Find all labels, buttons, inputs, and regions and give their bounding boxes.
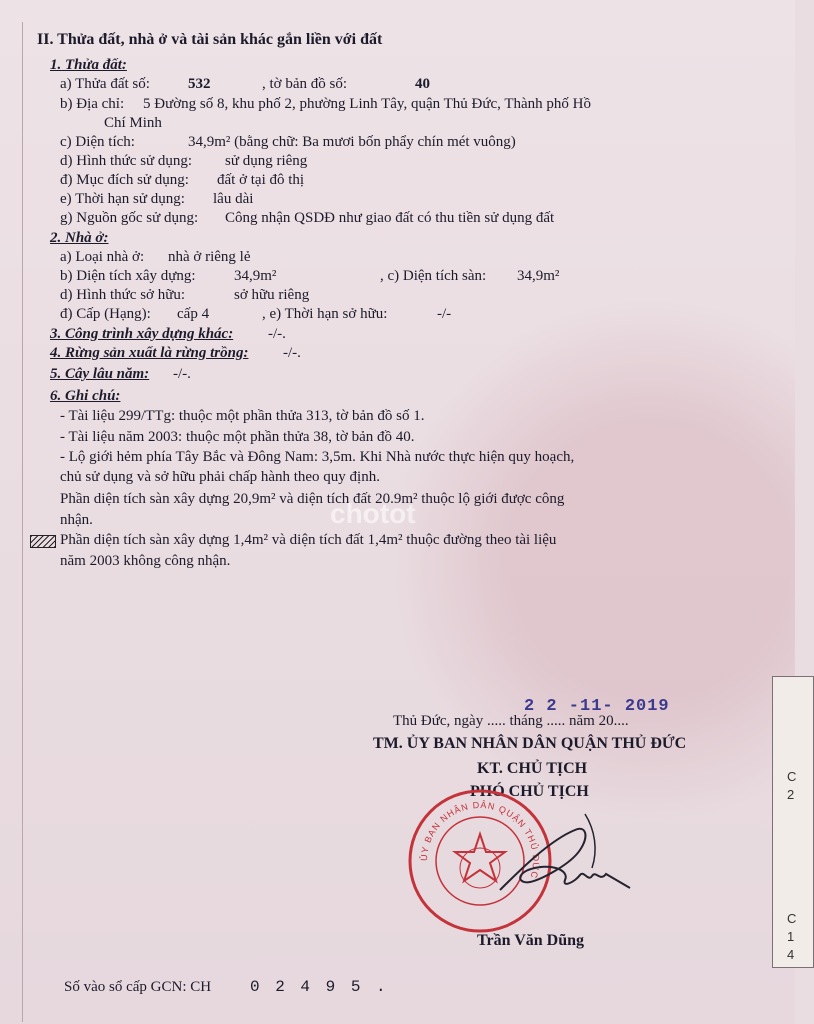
house-type-value: nhà ở riêng lẻ — [168, 249, 251, 265]
purpose-label: đ) Mục đích sử dụng: — [60, 172, 189, 188]
note-line-8: năm 2003 không công nhận. — [60, 553, 231, 569]
map-number: 40 — [415, 76, 430, 92]
signer-name: Trần Văn Dũng — [477, 932, 584, 949]
use-form-label: d) Hình thức sử dụng: — [60, 153, 193, 169]
note-line-1: - Tài liệu 299/TTg: thuộc một phần thửa 313, tờ bản đồ số 1. — [60, 408, 425, 424]
certificate-label: Số vào sổ cấp GCN: CH — [64, 979, 212, 995]
note-line-3: - Lộ giới hẻm phía Tây Bắc và Đông Nam: 3,5m. Khi Nhà nước thực hiện quy hoạch, — [60, 449, 575, 465]
parcel-number: 532 — [188, 76, 211, 92]
role-chairman: KT. CHỦ TỊCH — [477, 760, 588, 777]
forest-value: -/-. — [283, 345, 301, 361]
map-label: , tờ bản đồ số: — [262, 76, 348, 92]
parcel-label: a) Thửa đất số: — [60, 76, 150, 92]
area-value: 34,9m² (bằng chữ: Ba mươi bốn phẩy chín mét vuông) — [188, 134, 516, 150]
area-label: c) Diện tích: — [60, 134, 135, 150]
origin-value: Công nhận QSDĐ như giao đất có thu tiền sử dụng đất — [225, 210, 555, 226]
grade-value: cấp 4 — [177, 306, 210, 322]
purpose-value: đất ở tại đô thị — [217, 172, 305, 188]
note-line-5: Phần diện tích sàn xây dựng 20,9m² và diện tích đất 20.9m² thuộc lộ giới được công — [60, 491, 565, 507]
card-char-2: 2 — [787, 787, 795, 802]
ownership-value: sở hữu riêng — [234, 287, 310, 303]
notes-heading: 6. Ghi chú: — [50, 388, 121, 404]
handwritten-signature — [480, 810, 640, 910]
term-label: e) Thời hạn sử dụng: — [60, 191, 185, 207]
other-works-value: -/-. — [268, 326, 286, 342]
land-heading: 1. Thửa đất: — [50, 57, 127, 73]
forest-heading: 4. Rừng sản xuất là rừng trồng: — [50, 345, 249, 361]
grade-label: đ) Cấp (Hạng): — [60, 306, 151, 322]
origin-label: g) Nguồn gốc sử dụng: — [60, 210, 199, 226]
seal-text: ỦY BAN NHÂN DÂN QUẬN THỦ ĐỨC — [418, 799, 542, 881]
perennial-value: -/-. — [173, 366, 191, 382]
own-term-value: -/- — [437, 306, 452, 322]
date-line: Thủ Đức, ngày ..... tháng ..... năm 20.... — [393, 713, 629, 729]
ownership-label: d) Hình thức sở hữu: — [60, 287, 186, 303]
certificate-number: 0 2 4 9 5 . — [250, 978, 389, 996]
address-line-1: 5 Đường số 8, khu phố 2, phường Linh Tây, quận Thủ Đức, Thành phố Hồ — [143, 96, 592, 112]
role-vice-chairman: PHÓ CHỦ TỊCH — [470, 783, 589, 800]
floor-area-value: 34,9m² — [517, 268, 560, 284]
card-char-5: 4 — [787, 947, 795, 962]
hatch-legend-icon — [30, 535, 56, 548]
floor-area-label: , c) Diện tích sàn: — [380, 268, 487, 284]
house-heading: 2. Nhà ở: — [50, 230, 109, 246]
use-form-value: sử dụng riêng — [225, 153, 308, 169]
card-char-1: C — [787, 769, 797, 784]
page-border — [22, 22, 23, 1022]
note-line-6: nhận. — [60, 512, 93, 528]
issuing-authority: TM. ỦY BAN NHÂN DÂN QUẬN THỦ ĐỨC — [373, 735, 687, 752]
issue-date-stamp: 2 2 -11- 2019 — [524, 697, 670, 716]
build-area-value: 34,9m² — [234, 268, 277, 284]
perennial-heading: 5. Cây lâu năm: — [50, 366, 150, 382]
house-type-label: a) Loại nhà ở: — [60, 249, 145, 265]
other-works-heading: 3. Công trình xây dựng khác: — [50, 326, 234, 342]
term-value: lâu dài — [213, 191, 254, 207]
attached-card — [772, 676, 814, 968]
address-line-2: Chí Minh — [104, 115, 162, 131]
address-label: b) Địa chỉ: — [60, 96, 125, 112]
watermark: chotot — [330, 498, 416, 529]
note-line-4: chủ sử dụng và sở hữu phải chấp hành theo quy định. — [60, 469, 380, 485]
own-term-label: , e) Thời hạn sở hữu: — [262, 306, 388, 322]
section-title: II. Thửa đất, nhà ở và tài sản khác gắn liền với đất — [37, 31, 383, 48]
card-char-3: C — [787, 911, 797, 926]
note-line-2: - Tài liệu năm 2003: thuộc một phần thửa 38, tờ bản đồ 40. — [60, 429, 415, 445]
note-line-7: Phần diện tích sàn xây dựng 1,4m² và diện tích đất 1,4m² thuộc đường theo tài liệu — [60, 532, 557, 548]
build-area-label: b) Diện tích xây dựng: — [60, 268, 196, 284]
card-char-4: 1 — [787, 929, 795, 944]
